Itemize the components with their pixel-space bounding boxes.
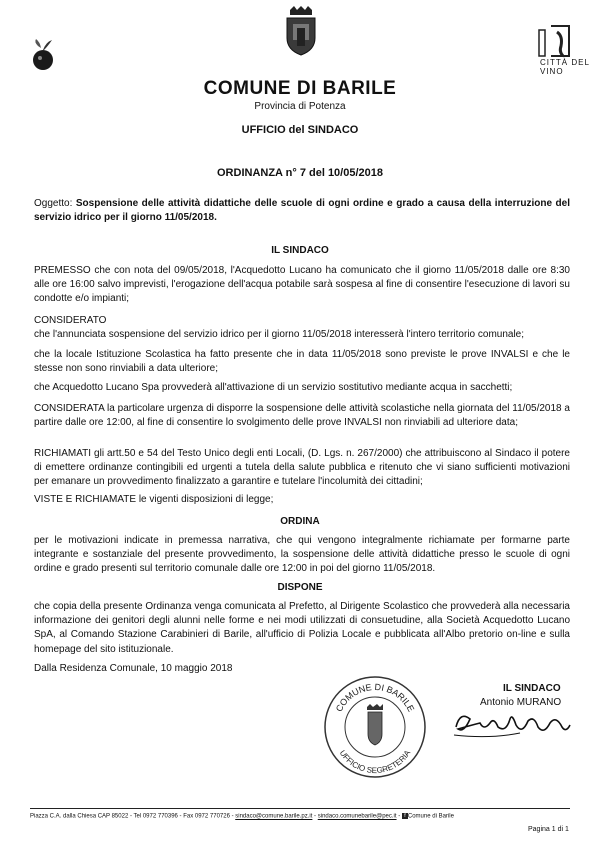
oggetto-paragraph <box>34 197 570 225</box>
footer-separator: - <box>312 813 318 820</box>
signature-name: Antonio MURANO <box>480 697 562 708</box>
signature-title: IL SINDACO <box>503 683 561 694</box>
richiamati-paragraph: RICHIAMATI gli artt.50 e 54 del Testo Unico degli enti Locali, (D. Lgs. n. 267/2000) che attribuiscono al Sindaco il potere di emettere ordinanze contingibili ed urgenti a tutela della salute pubblica e ritenuto che vi siano sufficienti motivazioni per emanare un provvedimento finalizzato a garantire e tutelare l'incolumità dei cittadini; <box>34 448 570 488</box>
apple-logo-icon <box>28 36 58 74</box>
ordinanza-title: ORDINANZA n° 7 del 10/05/2018 <box>217 167 383 179</box>
locale-paragraph: che la locale Istituzione Scolastica ha fatto presente che in data 11/05/2018 sono previste le prove INVALSI e che le stesse non sono rinviabili a data ulteriore; <box>34 349 570 375</box>
stamp-text-bottom: UFFICIO SEGRETERIA <box>337 748 413 776</box>
footer-divider <box>30 808 570 809</box>
citta-del-vino-text: CITTÀ DEL VINO <box>540 58 590 76</box>
municipal-crest-icon <box>283 6 319 56</box>
considerata-paragraph: CONSIDERATA la particolare urgenza di disporre la sospensione delle attività scolastiche nella giornata del 11/05/2018 a partire dalle ore 12:00, al fine di consentire lo svolgimento delle prove INVALSI non rinviabili ad ulteriore data; <box>34 403 570 429</box>
provincia-subtitle: Provincia di Potenza <box>254 101 346 112</box>
footer <box>30 813 575 820</box>
footer-separator-2: - <box>396 813 402 820</box>
facebook-icon: f <box>402 813 408 819</box>
svg-text:UFFICIO SEGRETERIA <box>338 748 413 775</box>
dispone-paragraph: che copia della presente Ordinanza venga comunicata al Prefetto, al Dirigente Scolastico che provvederà alla necessaria informazione dei genitori degli alunni nelle forme e nei modi utilizzati di consuetudine, alla Società Acquedotto Lucano SpA, al Comando Stazione Carabinieri di Barile, all'ufficio di Polizia Locale e pubblicata all'Albo pretorio on-line e sulla homepage del sito istituzionale. <box>34 601 570 655</box>
annunciata-paragraph: che l'annunciata sospensione del servizio idrico per il giorno 11/05/2018 interesserà l'intero territorio comunale; <box>34 329 525 340</box>
official-stamp-icon <box>320 672 430 782</box>
oggetto-label: Oggetto: <box>34 198 73 209</box>
acquedotto-paragraph: che Acquedotto Lucano Spa provvederà all'attivazione di un servizio sostitutivo mediante acqua in sacchetti; <box>34 382 513 393</box>
handwritten-signature-icon <box>450 705 575 741</box>
comune-title: COMUNE DI BARILE <box>203 78 397 99</box>
dispone-heading: DISPONE <box>277 582 323 593</box>
page-number: Pagina 1 di 1 <box>528 826 569 833</box>
oggetto-text: Sospensione delle attività didattiche delle scuole di ogni ordine e grado a causa della interruzione del servizio idrico per il giorno 11/05/2018. <box>34 198 571 224</box>
footer-social-name: Comune di Barile <box>407 813 454 820</box>
footer-address: Piazza C.A. dalla Chiesa CAP 85022 - Tel 0972 770396 - Fax 0972 770726 - <box>30 813 236 820</box>
premesso-paragraph: PREMESSO che con nota del 09/05/2018, l'Acquedotto Lucano ha comunicato che il giorno 11/05/2018 dalle ore 8:30 alle ore 16:00 salvo imprevisti, l'erogazione dell'acqua potabile sarà sospesa al fine di consentire l'esecuzione di lavori su condotte e/o impianti; <box>34 265 570 305</box>
date-place-line: Dalla Residenza Comunale, 10 maggio 2018 <box>34 663 233 674</box>
il-sindaco-heading: IL SINDACO <box>271 245 329 256</box>
footer-pec-link[interactable]: sindaco.comunebarile@pec.it <box>317 813 397 820</box>
footer-email-link[interactable]: sindaco@comune.barile.pz.it <box>235 813 313 820</box>
viste-paragraph: VISTE E RICHIAMATE le vigenti disposizioni di legge; <box>34 494 274 505</box>
stamp-text-top: COMUNE DI BARILE <box>333 681 417 714</box>
ordina-paragraph: per le motivazioni indicate in premessa narrativa, che qui vengono integralmente richiamate per formarne parte integrante e sostanziale del presente provvedimento, la sospensione delle attività didattiche presso le scuole di ogni ordine e grado presenti sul territorio comunale dalle ore 12:00 in poi del giorno 11/05/2018. <box>34 535 570 575</box>
ufficio-title: UFFICIO del SINDACO <box>241 124 359 136</box>
ordina-heading: ORDINA <box>280 516 320 527</box>
considerato-label: CONSIDERATO <box>34 315 107 326</box>
